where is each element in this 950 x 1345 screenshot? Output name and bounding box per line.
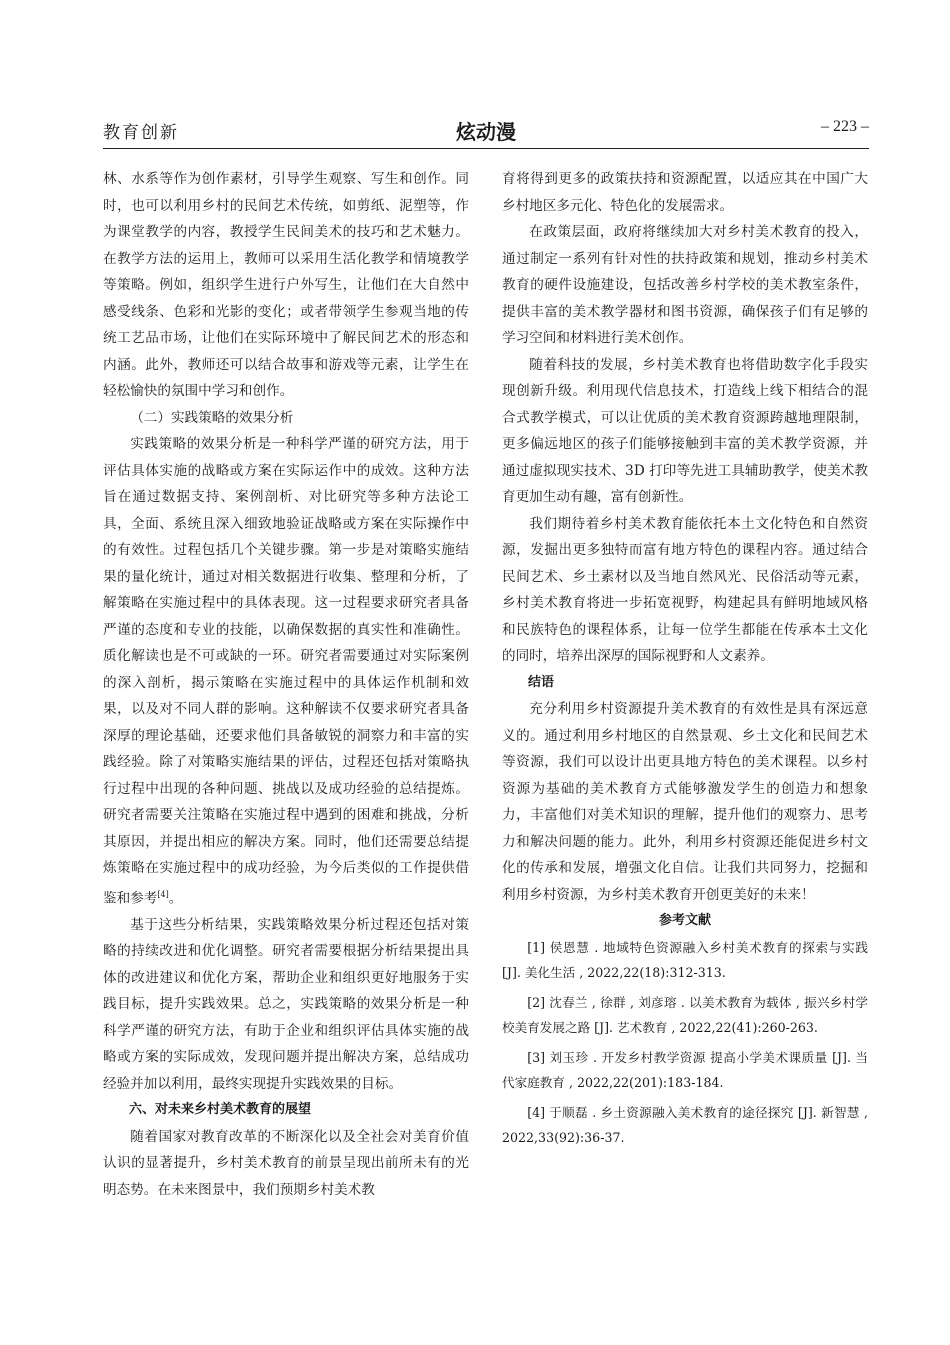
paragraph: [103, 431, 469, 912]
right-column: [502, 166, 868, 1155]
paragraph: 充分利用乡村资源提升美术教育的有效性是具有深远意义的。通过利用乡村地区的自然景观、乡土文化和民间艺术等资源，我们可以设计出更具地方特色的美术课程。以乡村资源为基础的美术教育方式能够激发学生的创造力和想象力，丰富他们对美术知识的理解，提升他们的观察力、思考力和解决问题的能力。此外，利用乡村资源还能促进乡村文化的传承和发展，增强文化自信。让我们共同努力，挖掘和利用乡村资源，为乡村美术教育开创更美好的未来！: [502, 701, 868, 903]
reference-item: [2] 沈春兰 , 徐群 , 刘彦瑢 . 以美术教育为载体 , 振兴乡村学校美育发展之路 [J]. 艺术教育 , 2022,22(41):260-263.: [502, 994, 868, 1035]
paragraph: 林、水系等作为创作素材，引导学生观察、写生和创作。同时，也可以利用乡村的民间艺术传统，如剪纸、泥塑等，作为课堂教学的内容，教授学生民间美术的技巧和艺术魅力。在教学方法的运用上，教师可以采用生活化教学和情境教学等策略。例如，组织学生进行户外写生，让他们在大自然中感受线条、色彩和光影的变化；或者带领学生参观当地的传统工艺品市场，让他们在实际环境中了解民间艺术的形态和内涵。此外，教师还可以结合故事和游戏等元素，让学生在轻松愉快的氛围中学习和创作。: [103, 171, 469, 399]
left-column: [103, 166, 469, 1203]
subsection-heading: （二）实践策略的效果分析: [130, 409, 294, 426]
references-heading: 参考文献: [658, 913, 711, 928]
reference-item: [3] 刘玉珍 . 开发乡村教学资源 提高小学美术课质量 [J]. 当代家庭教育 , 2022,22(201):183-184.: [502, 1049, 868, 1090]
paragraph: 基于这些分析结果，实践策略效果分析过程还包括对策略的持续改进和优化调整。研究者需要根据分析结果提出具体的改进建议和优化方案，帮助企业和组织更好地服务于实践目标，提升实践效果。总之，实践策略的效果分析是一种科学严谨的研究方法，有助于企业和组织评估具体实施的战略或方案的实际成效，发现问题并提出解决方案，总结成功经验并加以利用，最终实现提升实践效果的目标。: [103, 916, 469, 1092]
paragraph-text: 实践策略的效果分析是一种科学严谨的研究方法，用于评估具体实施的战略或方案在实际运作中的成效。这种方法旨在通过数据支持、案例剖析、对比研究等多种方法论工具，全面、系统且深入细致地验证战略或方案在实际操作中的有效性。过程包括几个关键步骤。第一步是对策略实施结果的量化统计，通过对相关数据进行收集、整理和分析，了解策略在实施过程中的具体表现。这一过程要求研究者具备严谨的态度和专业的技能，以确保数据的真实性和准确性。质化解读也是不可或缺的一环。研究者需要通过对实际案例的深入剖析，揭示策略在实施过程中的具体运作机制和效果，以及对不同人群的影响。这种解读不仅要求研究者具备深厚的理论基础，还要求他们具备敏锐的洞察力和丰富的实践经验。除了对策略实施结果的评估，过程还包括对策略执行过程中出现的各种问题、挑战以及成功经验的总结提炼。研究者需要关注策略在实施过程中遇到的困难和挑战，分析其原因，并提出相应的解决方案。同时，他们还需要总结提炼策略在实施过程中的成功经验，为今后类似的工作提供借鉴和参考: [103, 436, 469, 907]
paragraph-end: 。: [168, 890, 183, 907]
reference-item: [4] 于顺磊 . 乡土资源融入美术教育的途径探究 [J]. 新智慧 , 2022,33(92):36-37.: [502, 1104, 868, 1145]
paragraph: 在政策层面，政府将继续加大对乡村美术教育的投入，通过制定一系列有针对性的扶持政策和规划，推动乡村美术教育的硬件设施建设，包括改善乡村学校的美术教室条件，提供丰富的美术教学器材和图书资源，确保孩子们有足够的学习空间和材料进行美术创作。: [502, 224, 868, 346]
reference-item: [1] 侯恩慧 . 地域特色资源融入乡村美术教育的探索与实践 [J]. 美化生活 , 2022,22(18):312-313.: [502, 939, 868, 980]
page-header: [103, 116, 869, 149]
paragraph: 随着国家对教育改革的不断深化以及全社会对美育价值认识的显著提升，乡村美术教育的前景呈现出前所未有的光明态势。在未来图景中，我们预期乡村美术教: [103, 1128, 469, 1198]
page-number: – 223 –: [821, 118, 869, 135]
section-heading: 六、对未来乡村美术教育的展望: [129, 1102, 312, 1118]
conclusion-heading: 结语: [528, 674, 555, 690]
paragraph: 育将得到更多的政策扶持和资源配置，以适应其在中国广大乡村地区多元化、特色化的发展需求。: [502, 171, 868, 214]
journal-title: 炫动漫: [456, 120, 516, 144]
paragraph: 我们期待着乡村美术教育能依托本土文化特色和自然资源，发掘出更多独特而富有地方特色的课程内容。通过结合民间艺术、乡土素材以及当地自然风光、民俗活动等元素，乡村美术教育将进一步拓宽视野，构建起具有鲜明地域风格和民族特色的课程体系，让每一位学生都能在传承本土文化的同时，培养出深厚的国际视野和人文素养。: [502, 515, 868, 664]
citation: [4]: [157, 889, 169, 899]
paragraph: 随着科技的发展，乡村美术教育也将借助数字化手段实现创新升级。利用现代信息技术，打造线上线下相结合的混合式教学模式，可以让优质的美术教育资源跨越地理限制，更多偏远地区的孩子们能够接触到丰富的美术教学资源，并通过虚拟现实技术、3D 打印等先进工具辅助教学，使美术教育更加生动有趣，富有创新性。: [502, 356, 868, 505]
journal-section-label: 教育创新: [103, 123, 179, 143]
